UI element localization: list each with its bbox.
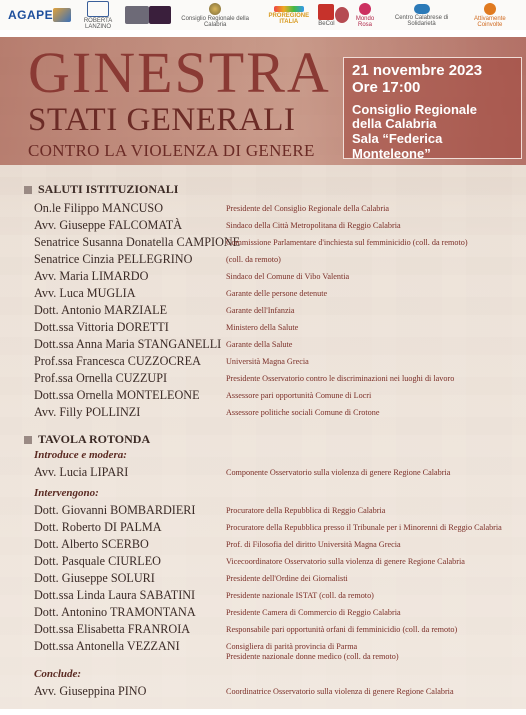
list-item: On.le Filippo MANCUSO Presidente del Consiglio Regionale della Calabria xyxy=(34,201,390,215)
list-item: Avv. Maria LIMARDO Sindaco del Comune di Vibo Valentia xyxy=(34,269,350,283)
event-date: 21 novembre 2023 xyxy=(352,62,483,79)
dark-logo xyxy=(149,6,171,25)
list-item: Dott.ssa Linda Laura SABATINI Presidente nazionale ISTAT (coll. da remoto) xyxy=(34,588,374,602)
list-item: Dott.ssa Vittoria DORETTI Ministero della Salute xyxy=(34,320,299,334)
venue-line-3: Sala “Federica Monteleone” xyxy=(352,131,443,162)
list-item: Dott.ssa Ornella MONTELEONE Assessore pari opportunità Comune di Locri xyxy=(34,388,372,402)
list-item: Senatrice Cinzia PELLEGRINO (coll. da remoto) xyxy=(34,252,281,266)
list-item: Avv. Luca MUGLIA Garante delle persone detenute xyxy=(34,286,328,300)
speakers-label: Intervengono: xyxy=(34,487,99,499)
list-item: Dott.ssa Antonella VEZZANI Consigliera di parità provincia di Parma Presidente nazionale donne medico (coll. da remoto) xyxy=(34,639,399,661)
date-venue-box xyxy=(343,57,522,162)
list-item: Dott.ssa Elisabetta FRANROIA Responsabile pari opportunità orfani di femminicidio (coll. da remoto) xyxy=(34,622,458,636)
mondo-rosa-logo: Mondo Rosa xyxy=(349,3,382,28)
photo-logo xyxy=(125,6,149,25)
intro-label: Introduce e modera: xyxy=(34,449,127,461)
header-divider xyxy=(0,30,526,37)
list-item: Dott.ssa Anna Maria STANGANELLI Garante della Salute xyxy=(34,337,293,351)
list-item: Avv. Lucia LIPARI Componente Osservatorio sulla violenza di genere Regione Calabria xyxy=(34,465,451,479)
event-subtitle: STATI GENERALI xyxy=(28,102,296,138)
list-item: Dott. Antonino TRAMONTANA Presidente Camera di Commercio di Reggio Calabria xyxy=(34,605,401,619)
consiglio-regionale-logo: Consiglio Regionale della Calabria xyxy=(171,3,259,28)
bullet-square-icon xyxy=(24,436,32,444)
list-item: Dott. Antonio MARZIALE Garante dell'Infanzia xyxy=(34,303,295,317)
section-tavola: TAVOLA ROTONDA xyxy=(24,432,150,447)
event-time: Ore 17:00 xyxy=(352,79,421,97)
list-item: Dott. Alberto SCERBO Prof. di Filosofia del diritto Università Magna Grecia xyxy=(34,537,401,551)
agape-logo: AGAPE xyxy=(8,8,54,22)
event-title: GINESTRA xyxy=(28,40,331,105)
list-item: Avv. Filly POLLINZI Assessore politiche sociali Comune di Crotone xyxy=(34,405,380,419)
flame-logo xyxy=(53,8,71,23)
list-item: Dott. Pasquale CIURLEO Vicecoordinatore Osservatorio sulla violenza di genere Regione Calabria xyxy=(34,554,465,568)
list-item: Prof.ssa Francesca CUZZOCREA Università Magna Grecia xyxy=(34,354,309,368)
proregione-logo: PROREGIONE ITALIA xyxy=(259,6,318,25)
becol-logo: BeCol xyxy=(318,4,334,27)
list-item: Dott. Giovanni BOMBARDIERI Procuratore della Repubblica di Reggio Calabria xyxy=(34,503,386,517)
footer-divider xyxy=(0,709,526,715)
list-item: Dott. Giuseppe SOLURI Presidente dell'Ordine dei Giornalisti xyxy=(34,571,348,585)
list-item: Avv. Giuseppe FALCOMATÀ Sindaco della Città Metropolitana di Reggio Calabria xyxy=(34,218,401,232)
bullet-square-icon xyxy=(24,186,32,194)
venue-line-2: della Calabria xyxy=(352,116,437,132)
roberta-lanzino-logo: ROBERTA LANZINO xyxy=(71,1,125,30)
list-item: Senatrice Susanna Donatella CAMPIONE Commissione Parlamentare d'inchiesta sul femminicidio (coll. da remoto) xyxy=(34,235,468,249)
venue-line-1: Consiglio Regionale xyxy=(352,101,477,117)
event-tagline: CONTRO LA VIOLENZA DI GENERE xyxy=(28,141,315,160)
list-item: Avv. Giuseppina PINO Coordinatrice Osservatorio sulla violenza di genere Regione Calabria xyxy=(34,684,454,698)
figure-logo xyxy=(335,7,349,24)
section-saluti: SALUTI ISTITUZIONALI xyxy=(24,182,178,197)
attivamente-coinvolte-logo: Attivamente Coinvolte xyxy=(462,3,518,28)
conclusion-label: Conclude: xyxy=(34,668,82,680)
list-item: Dott. Roberto DI PALMA Procuratore della Repubblica presso il Tribunale per i Minorenni di Reggio Calabria xyxy=(34,520,502,534)
partner-logos-bar xyxy=(0,0,526,30)
list-item: Prof.ssa Ornella CUZZUPI Presidente Osservatorio contro le discriminazioni nei luoghi di lavoro xyxy=(34,371,455,385)
centro-calabrese-logo: Centro Calabrese di Solidarietà xyxy=(381,4,461,27)
